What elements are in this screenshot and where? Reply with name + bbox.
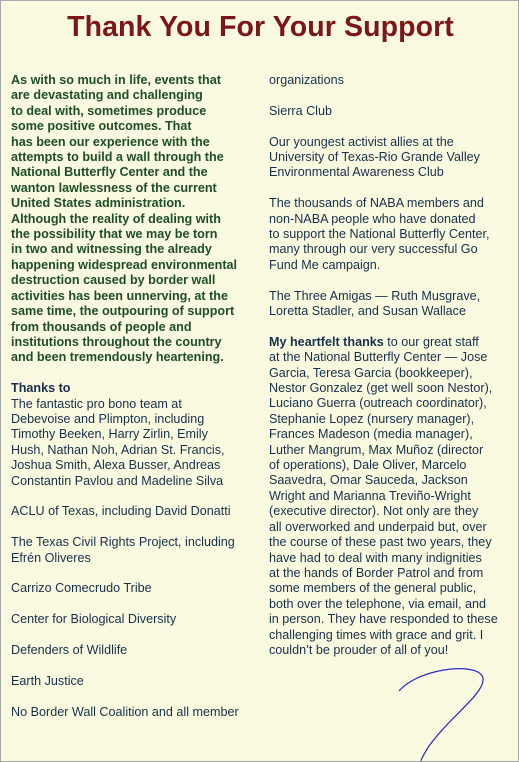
thanks-item: The Texas Civil Rights Project, including Efrén Oliveres: [11, 535, 235, 565]
thanks-item: ACLU of Texas, including David Donatti: [11, 504, 231, 519]
thanks-item: organizations: [269, 73, 344, 87]
staff-paragraph: [269, 335, 515, 659]
right-column: [269, 73, 515, 674]
thanks-item: The fantastic pro bono team at Debevoise and Plimpton, including Timothy Beeken, Harry Zirlin, Emily Hush, Nathan Noh, Adrian St. Francis, Joshua Smith, Alexa Busser, Andreas Constantin Pavlou and Madeline Silva: [11, 396, 225, 488]
signature-scribble: [391, 661, 519, 761]
thanks-item: The Three Amigas — Ruth Musgrave, Loretta Stadler, and Susan Wallace: [269, 288, 481, 319]
page-title: Thank You For Your Support: [67, 11, 454, 43]
thanks-heading: Thanks to: [11, 381, 71, 396]
thanks-item: Earth Justice: [11, 673, 84, 688]
thanks-item: Center for Biological Diversity: [11, 612, 177, 627]
left-column: [11, 73, 261, 735]
staff-lead: My heartfelt thanks: [269, 334, 384, 349]
thanks-item: Our youngest activist allies at the University of Texas-Rio Grande Valley Environmental Awareness Club: [269, 134, 480, 180]
staff-text: to our great staff at the National Butterfly Center — Jose Garcia, Teresa Garcia (bookkeeper), Nestor Gonzalez (get well soon Nestor), Luciano Guerra (outreach coordinator), Stephanie Lopez (nursery manager), Frances Madeson (media manager), Luther Mangrum, Max Muñoz (director of operations), Dale Oliver, Marcelo Saavedra, Omar Sauceda, Jackson Wright and Marianna Treviño-Wright (executive director). Not only are they all overworked and underpaid but, over the course of these past two years, they have had to deal with many indignities at the hands of Border Patrol and from some members of the general public, both over the telephone, via email, and in person. They have responded to these challenging times with grace and grit. I couldn’t be prouder of all of you!: [269, 334, 498, 657]
thanks-item: Carrizo Comecrudo Tribe: [11, 581, 152, 596]
intro-paragraph: As with so much in life, events that are devastating and challenging to deal with, sometimes produce some positive outcomes. That has been our experience with the attempts to build a wall through the National Butterfly Center and the wanton lawlessness of the current United States administration. Although the reality of dealing with the possibility that we may be torn in two and witnessing the already happening widespread environmental destruction caused by border wall activities has been unnerving, at the same time, the outpouring of support from thousands of people and institutions throughout the country and been tremendously heartening.: [11, 73, 238, 365]
thanks-item: Defenders of Wildlife: [11, 642, 128, 657]
thanks-item: The thousands of NABA members and non-NABA people who have donated to support the National Butterfly Center, many through our very successful Go Fund Me campaign.: [269, 196, 490, 272]
thanks-item: Sierra Club: [269, 103, 332, 118]
thanks-item: No Border Wall Coalition and all member: [11, 704, 239, 719]
